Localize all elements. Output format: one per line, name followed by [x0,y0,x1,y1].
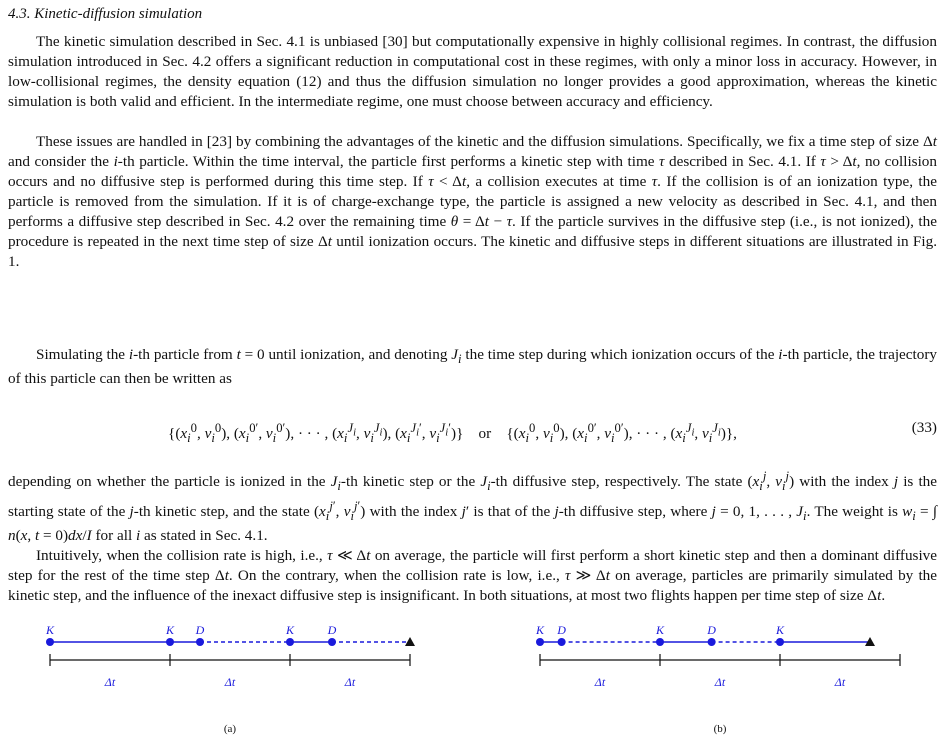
kinetic-event-dot [536,638,544,646]
kinetic-event-dot [166,638,174,646]
panel-caption: (a) [223,723,237,735]
figure-panel-a [30,623,430,738]
kinetic-event-label: K [285,623,295,637]
diffusive-event-dot [196,638,204,646]
time-step-label: Δt [344,675,356,689]
kinetic-event-label: K [45,623,55,637]
kinetic-event-label: K [535,623,545,637]
panel-caption: (b) [713,723,727,735]
paragraph-1: The kinetic simulation described in Sec. 4.1 is unbiased [30] but computationally expensive in highly collisional regimes. In contrast, the diffusion simulation introduced in Sec. 4.2 offers a significant reduction in computational cost in these regimes, with only a minor loss in accuracy. However, in low-collisional regimes, the density equation (12) and thus the diffusion simulation no longer provides a good approximation, whereas the kinetic simulation is both valid and efficient. In the intermediate regime, one must choose between accuracy and efficiency. [8,33,937,110]
diffusive-event-label: D [327,623,337,637]
timeline-diagram-a [30,623,430,738]
timeline-diagram-b [520,623,920,738]
kinetic-event-label: K [655,623,665,637]
time-step-label: Δt [594,675,606,689]
diffusive-event-dot [558,638,566,646]
section-heading: 4.3. Kinetic-diffusion simulation [8,6,203,22]
kinetic-event-dot [46,638,54,646]
ionization-end-marker [405,637,415,646]
paragraph-4: depending on whether the particle is ionized in the $J_i-th$ kinetic step or the $J_i-th$ diffusive step, respectively. The state ($x_i^j$, $v_i^j$) with the index j is the starting state of the j-th kinetic step, and the state ($x_i^{j'}$, $v_i^{j'}$) with the index j′ is that of the j-th diffusive step, where j = 0, 1, . . . , $J_i$. The weight is $w_i$ = ∫ n(x, t = 0)dx/I for all i as stated in Sec. 4.1. [8,469,937,545]
kinetic-event-label: K [775,623,785,637]
kinetic-event-dot [776,638,784,646]
time-step-label: Δt [224,675,236,689]
time-step-label: Δt [834,675,846,689]
paragraph-3: Simulating the i-th particle from t = 0 until ionization, and denoting $J_i$ the time step during which ionization occurs of the i-th particle, the trajectory of this particle can then be written as [8,346,937,388]
diffusive-event-label: D [195,623,205,637]
time-step-label: Δt [104,675,116,689]
diffusive-event-dot [328,638,336,646]
diffusive-event-label: D [707,623,716,637]
equation-33 [8,417,937,446]
time-step-label: Δt [714,675,726,689]
kinetic-event-dot [286,638,294,646]
kinetic-event-dot [656,638,664,646]
figure-panel-b [520,623,920,738]
kinetic-event-label: K [165,623,175,637]
paragraph-5: Intuitively, when the collision rate is high, i.e., τ ≪ Δt on average, the particle will first perform a short kinetic step and then a dominant diffusive step for the rest of the time step Δt. On the contrary, when the collision rate is low, i.e., τ ≫ Δt on average, particles are primarily simulated by the kinetic step, and the influence of the inexact diffusive step is insignificant. In both situations, at most two flights happen per time step of size Δt. [8,547,938,604]
equation-number: (33) [911,419,937,436]
paragraph-2: These issues are handled in [23] by combining the advantages of the kinetic and the diffusion simulations. Specifically, we fix a time step of size Δt and consider the i-th particle. Within the time interval, the particle first performs a kinetic step with time τ described in Sec. 4.1. If τ > Δt, no collision occurs and no diffusive step is performed during this time step. If τ < Δt, a collision executes at time τ. If the collision is of an ionization type, the particle is removed from the simulation. If it is of charge-exchange type, the particle is assigned a new velocity as described in Sec. 4.1, and then performs a diffusive step described in Sec. 4.2 over the remaining time θ = Δt − τ. If the particle survives in the diffusive step (i.e., is not ionized), the procedure is repeated in the next time step of size Δt until ionization occurs. The kinetic and diffusive steps in different situations are illustrated in Fig. 1. [8,133,937,270]
equation-body: {($x_i^0$, $v_i^0$), ($x_i^{0'}$, $v_i^{0'}$), · · · , ($x_i^{J_i}$, $v_i^{J_i}$), ($x_i^{J_i'}$, $v_i^{J_i'}$)} or {($x_i^0$, $v_i^0$), ($x_i^{0'}$, $v_i^{0'}$), · · · , ($x_i^{J_i}$, $v_i^{J_i}$)}, [168,421,737,446]
diffusive-event-dot [708,638,716,646]
diffusive-event-label: D [557,623,566,637]
